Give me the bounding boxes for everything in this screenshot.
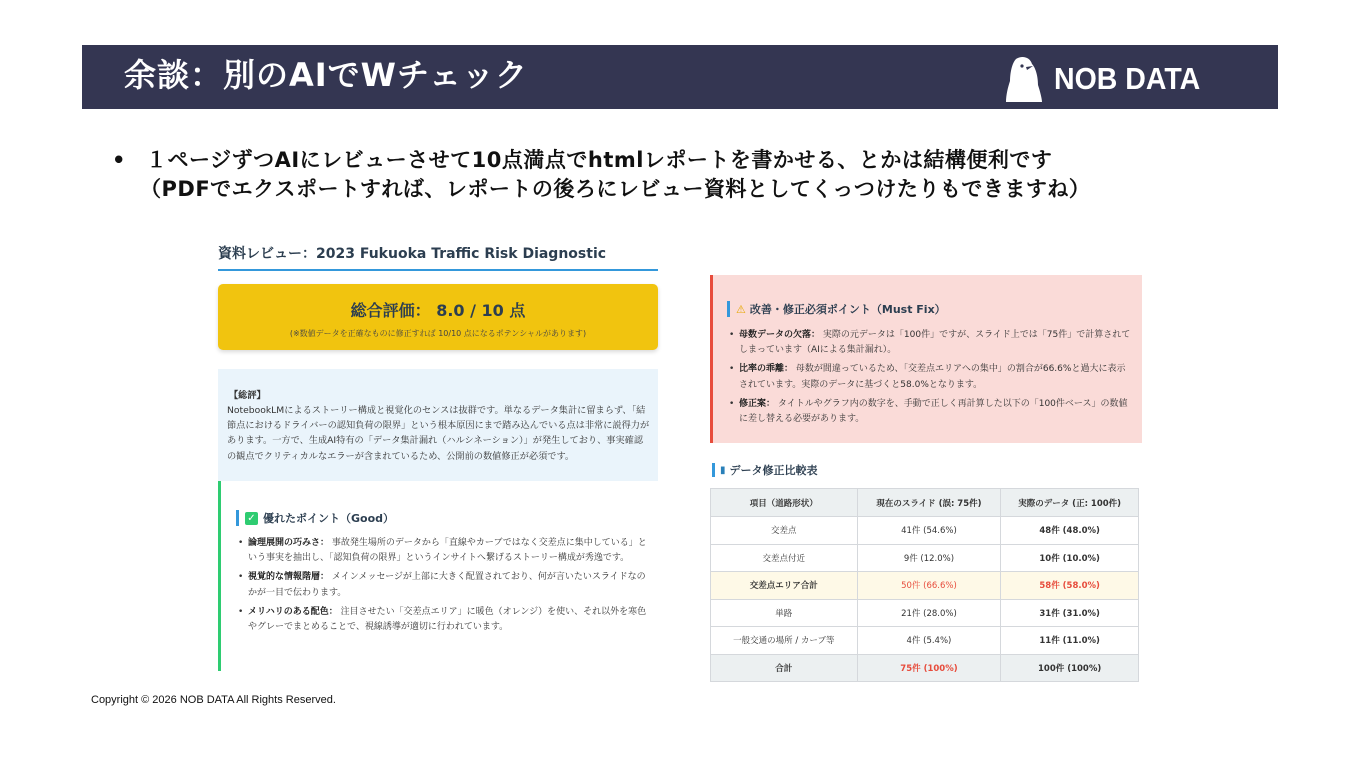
list-item <box>727 397 1131 427</box>
bullet-line-2: （PDFでエクスポートすれば、レポートの後ろにレビュー資料としてくっつけたりもできますね） <box>140 177 1091 201</box>
title-accent-bar <box>236 510 239 526</box>
point-head: 論理展開の巧みさ： <box>248 538 330 548</box>
check-mark-icon: ✓ <box>245 512 258 525</box>
list-item <box>236 536 648 566</box>
table-cell: 75件 (100%) <box>857 654 1001 682</box>
must-fix-section <box>710 275 1142 443</box>
table-row <box>711 544 1139 572</box>
slide-title: 余談：別のAIでWチェック <box>124 56 529 94</box>
good-title-text: 優れたポイント（Good） <box>263 512 395 525</box>
score-card <box>218 284 658 350</box>
point-head: メリハリのある配色： <box>248 606 338 617</box>
table-cell: 4件 (5.4%) <box>857 627 1001 655</box>
penguin-logo-icon <box>1002 55 1046 103</box>
point-head: 母数データの欠落： <box>739 330 821 340</box>
list-item <box>727 362 1131 392</box>
summary-body: NotebookLMによるストーリー構成と視覚化のセンスは抜群です。単なるデータ集計に留まらず、「結節点におけるドライバーの認知負荷の限界」という根本原因にまで踏み込んでいる点は非常に説得力があります。一方で、生成AI特有の「データ集計漏れ（ハルシネーション）」が発生しており、事実確認の観点でクリティカルなエラーが含まれているため、公開前の数値修正が必須です。 <box>227 405 650 462</box>
table-cell: 交差点 <box>711 517 858 545</box>
score-label: 総合評価： 8.0 / 10 点 <box>350 301 526 320</box>
table-cell: 9件 (12.0%) <box>857 544 1001 572</box>
table-cell: 合計 <box>711 654 858 682</box>
table-cell: 58件 (58.0%) <box>1001 572 1139 600</box>
table-cell: 11件 (11.0%) <box>1001 627 1139 655</box>
point-text: メインメッセージが上部に大きく配置されており、何が言いたいスライドなのかが一目で伝わります。 <box>248 572 646 598</box>
title-accent-bar <box>727 301 730 317</box>
table-cell: 50件 (66.6%) <box>857 572 1001 600</box>
good-points-section <box>218 481 661 671</box>
table-row <box>711 517 1139 545</box>
warning-icon: ⚠ <box>736 302 746 316</box>
point-text: 注目させたい「交差点エリア」に暖色（オレンジ）を使い、それ以外を寒色やグレーでまとめることで、視線誘導が適切に行われています。 <box>248 606 647 633</box>
bar-chart-icon: ▮ <box>720 464 726 476</box>
point-text: タイトルやグラフ内の数字を、手動で正しく再計算した以下の「100件ベース」の数値に差し替える必要があります。 <box>739 398 1128 425</box>
point-head: 視覚的な情報階層： <box>248 572 330 583</box>
column-header: 項目（道路形状） <box>711 489 858 517</box>
review-title: 資料レビュー：2023 Fukuoka Traffic Risk Diagnostic <box>218 246 607 262</box>
table-row <box>711 599 1139 627</box>
table-cell: 交差点エリア合計 <box>711 572 858 600</box>
bullet-line-1: １ページずつAIにレビューさせて10点満点でhtmlレポートを書かせる、とかは結構便利です <box>146 148 1053 172</box>
must-fix-title-text: 改善・修正必須ポイント（Must Fix） <box>749 303 946 316</box>
good-points-list <box>236 536 648 639</box>
table-cell: 100件 (100%) <box>1001 654 1139 682</box>
table-title-text: データ修正比較表 <box>729 464 818 477</box>
title-divider <box>218 269 658 271</box>
table-total-row <box>711 654 1139 682</box>
comparison-table-title <box>712 462 818 478</box>
comparison-table <box>710 488 1139 682</box>
good-points-title <box>236 510 394 526</box>
table-cell: 48件 (48.0%) <box>1001 517 1139 545</box>
summary-box <box>218 369 658 481</box>
score-note: (※数値データを正確なものに修正すれば 10/10 点になるポテンシャルがあります) <box>289 329 587 338</box>
table-cell: 31件 (31.0%) <box>1001 599 1139 627</box>
point-head: 修正案： <box>739 398 776 409</box>
table-header-row <box>711 489 1139 517</box>
brand-logo <box>1002 55 1213 103</box>
copyright-footer: Copyright © 2026 NOB DATA All Rights Reserved. <box>91 694 336 706</box>
must-fix-title <box>727 301 946 317</box>
list-item <box>727 328 1131 358</box>
point-text: 事故発生場所のデータから「直線やカーブではなく交差点に集中している」という事実を抽出し、「認知負荷の限界」というインサイトへ繋げるストーリー構成が秀逸です。 <box>248 538 647 564</box>
list-item <box>236 605 648 635</box>
table-cell: 41件 (54.6%) <box>857 517 1001 545</box>
table-cell: 単路 <box>711 599 858 627</box>
table-row-highlight <box>711 572 1139 600</box>
must-fix-list <box>727 328 1131 431</box>
table-cell: 10件 (10.0%) <box>1001 544 1139 572</box>
column-header: 現在のスライド (誤: 75件) <box>857 489 1001 517</box>
point-head: 比率の乖離： <box>739 364 794 375</box>
column-header: 実際のデータ (正: 100件) <box>1001 489 1139 517</box>
table-cell: 一般交通の場所 / カーブ等 <box>711 627 858 655</box>
brand-name: NOB DATA <box>1054 61 1201 96</box>
table-cell: 交差点付近 <box>711 544 858 572</box>
point-text: 実際の元データは「100件」ですが、スライド上では「75件」で計算されてしまっています（AIによる集計漏れ）。 <box>739 330 1131 356</box>
point-text: 母数が間違っているため、「交差点エリアへの集中」の割合が66.6%と過大に表示されています。実際のデータに基づくと58.0%となります。 <box>739 364 1126 390</box>
list-item <box>236 570 648 600</box>
header-bar <box>82 45 1278 109</box>
table-row <box>711 627 1139 655</box>
table-cell: 21件 (28.0%) <box>857 599 1001 627</box>
summary-heading: 【総評】 <box>229 390 266 401</box>
title-accent-bar <box>712 463 715 477</box>
bullet-dot: • <box>112 148 126 172</box>
